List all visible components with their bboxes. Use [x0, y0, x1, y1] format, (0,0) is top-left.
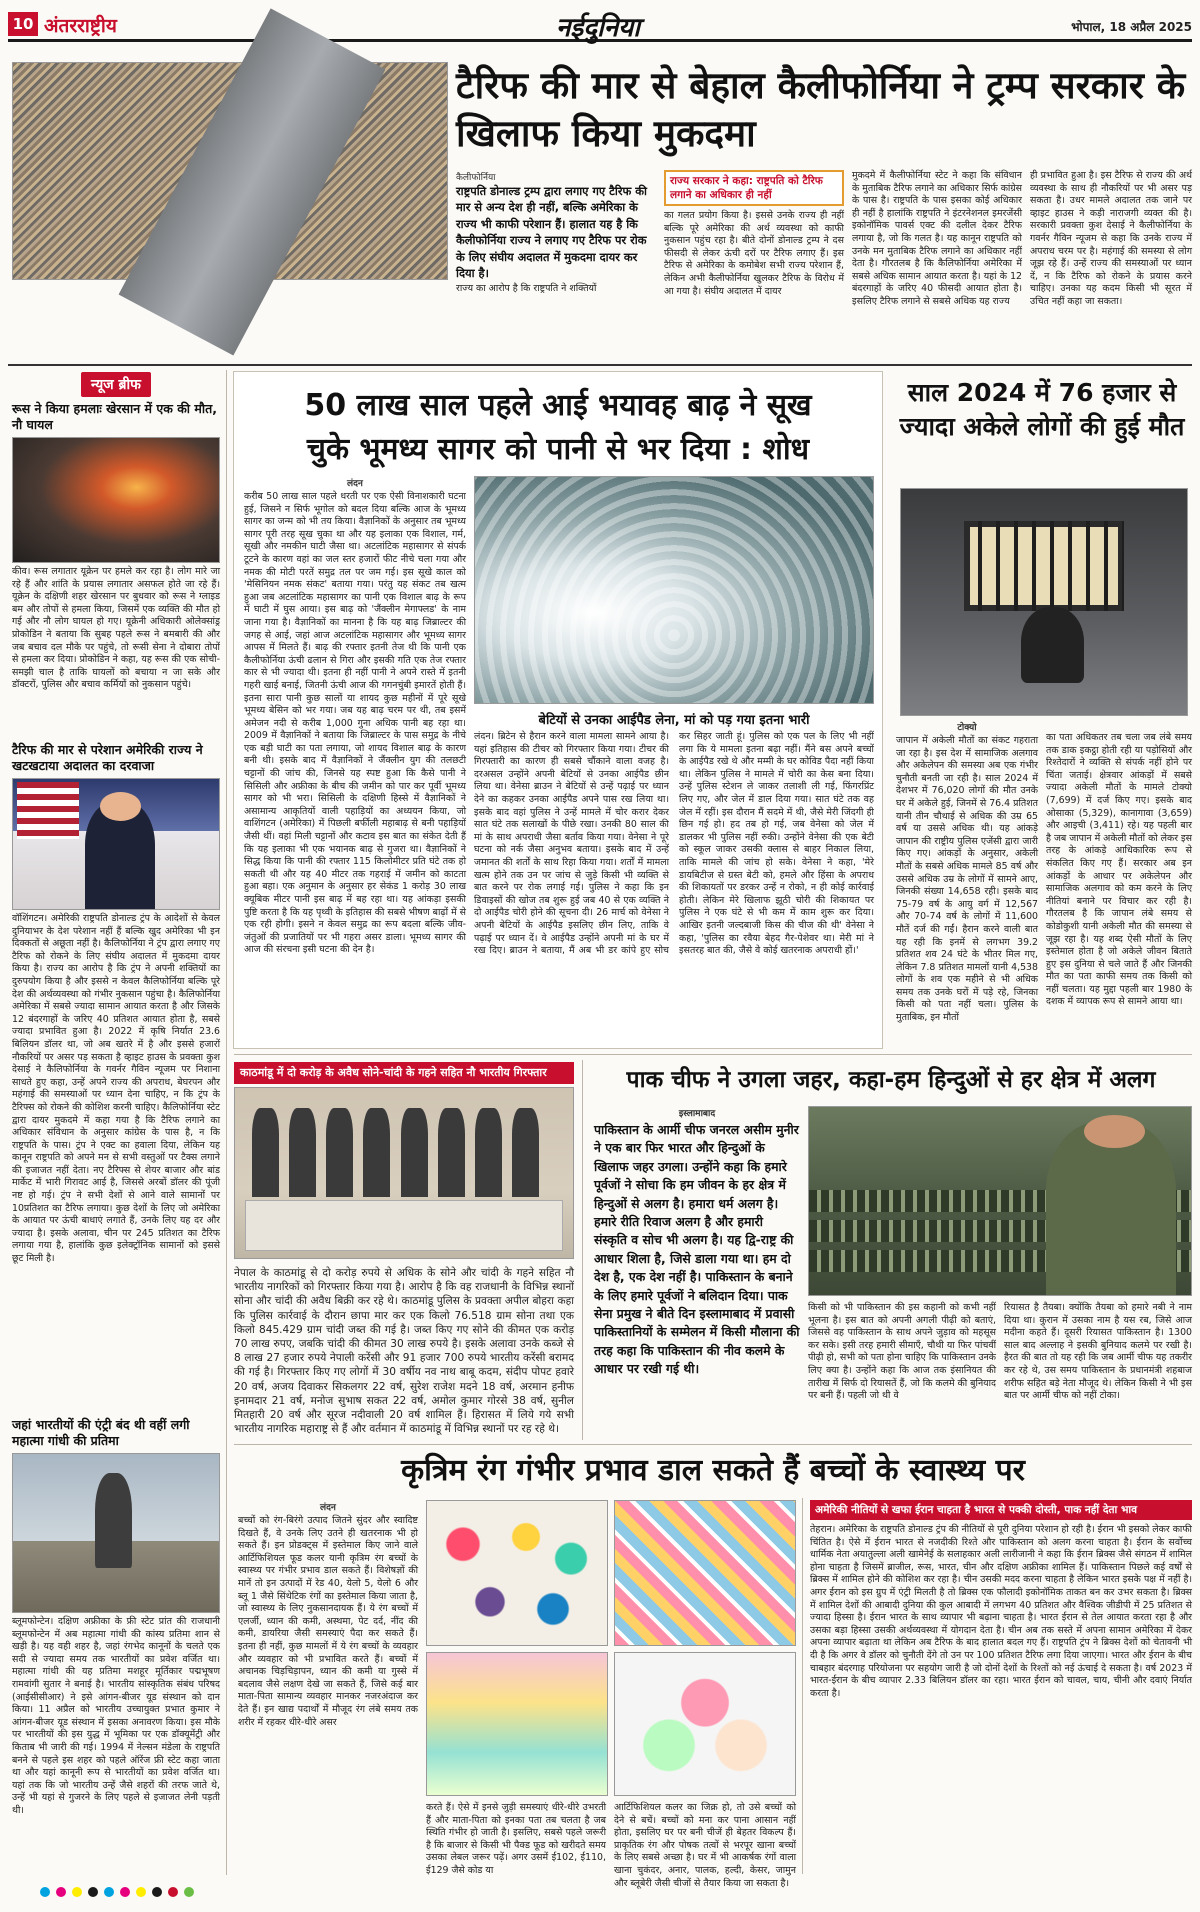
registration-dot — [72, 1887, 82, 1897]
colors-col1: बच्चों को रंग-बिरंगे उत्पाद जितने सुंदर और स्वादिष्ट दिखते हैं, वे उनके लिए उतने ही खतरनाक भी हो सकते हैं। इन प्रोडक्ट्स में इस्तेमाल किए जाने वाले आर्टिफिशियल फूड कलर यानी कृत्रिम रंग बच्चों के स्वास्थ्य पर गंभीर प्रभाव डाल सकते हैं। विशेषज्ञों की मानें तो इन उत्पादों में रेड 40, येलो 5, येलो 6 और ब्लू 1 जैसे सिंथेटिक रंगों का इस्तेमाल किया जाता है, जो स्वास्थ्य के लिए नुकसानदायक हैं। ये रंग बच्चों में एलर्जी, ध्यान की कमी, अस्थमा, पेट दर्द, नींद की कमी, डायरिया जैसी समस्याएं पैदा कर सकते हैं। इतना ही नहीं, कुछ मामलों में ये रंग बच्चों के व्यवहार और व्यवहार को भी प्रभावित करते हैं। बच्चों में अचानक चिड़चिड़ापन, ध्यान की कमी या गुस्से में बदलाव जैसे लक्षण देखे जा सकते हैं, जिसे कई बार माता-पिता सामान्य व्यवहार मानकर नजरअंदाज कर देते हैं। इन खाद्य पदार्थों में मौजूद रंग लंबे समय तक शरीर में रहकर धीरे-धीरे असर — [238, 1515, 418, 1728]
flood-headline-line1: 50 लाख साल पहले आई भयावह बाढ़ ने सूख — [304, 388, 812, 423]
lonely-col1: जापान में अकेली मौतों का संकट गहराता जा रहा है। इस देश में सामाजिक अलगाव और अकेलेपन की समस्या अब एक गंभीर चुनौती बनती जा रही है। साल 2024 में देशभर में 76,020 लोगों की मौत उनके घर में अकेले हुई, जिनमें से 76.4 प्रतिशत यानी तीन चौथाई से अधिक की उम्र 65 वर्ष या उससे अधिक थी। यह आंकड़े जापान की राष्ट्रीय पुलिस एजेंसी द्वारा जारी किए गए। आंकड़ों के अनुसार, अकेली मौतों के सबसे अधिक मामले 85 वर्ष और उससे अधिक उम्र के लोगों में सामने आए, जिनकी संख्या 14,658 रही। इसके बाद 75-79 वर्ष के आयु वर्ग में 12,567 और 70-74 वर्ष के लोगों में 11,600 मौतें दर्ज की गईं। हैरान करने वाली बात यह रही कि इनमें से लगभग 39.2 प्रतिशत शव 24 घंटे के भीतर मिल गए, लेकिन 7.8 प्रतिशत मामलों यानी 4,538 लोगों के शव एक महीने से भी अधिक समय तक उनके घरों में पड़े रहे, जिनका किसी को पता नहीं चला। पुलिस के मुताबिक, इन मौतों — [896, 735, 1038, 1024]
registration-dot — [56, 1887, 66, 1897]
iran-headline: अमेरिकी नीतियों से खफा ईरान चाहता है भारत से पक्की दोस्ती, पाक नहीं देता भाव — [810, 1500, 1192, 1520]
colors-col2: करते हैं। ऐसे में इनसे जुड़ी समस्याएं धीरे-धीरे उभरती हैं और माता-पिता को इनका पता तब चलता है जब स्थिति गंभीर हो जाती है। इसलिए, सबसे पहले जरूरी है कि बाजार से किसी भी पैक्ड फूड को खरीदते समय उसका लेबल जरूर पढ़ें। अगर उसमें ई102, ई110, ई129 जैसे कोड या — [426, 1802, 606, 1876]
lonely-col1-block — [896, 720, 1038, 1055]
layered-cake-photo — [426, 1652, 608, 1796]
russia-headline: रूस ने किया हमलाः खेरसान में एक की मौत, नौ घायल — [12, 401, 217, 432]
california-col1: का गलत प्रयोग किया है। इससे उनके राज्य ही नहीं बल्कि पूरे अमेरिका की अर्थ व्यवस्था को काफी नुकसान पहुंच रहा है। बीते दोनों डोनाल्ड ट्रम्प ने दस फीसदी से लेकर ऊंची दरों पर टैरिफ लगाए हैं। इस टैरिफ से अमेरिका के कमोबेश सभी राज्य परेशान हैं, लेकिन अभी कैलीफोर्निया खुलकर टैरिफ के विरोध में आ गया है। संघीय अदालत में दायर — [664, 210, 844, 297]
print-registration-strip — [0, 1884, 1200, 1900]
lonely-person-photo — [900, 488, 1188, 716]
kathmandu-divider — [582, 1060, 583, 1440]
iran-block — [810, 1500, 1192, 1874]
california-lead-tail: राज्य का आरोप है कि राष्ट्रपति ने शक्तियों — [456, 283, 597, 295]
ice-cream-photo — [614, 1652, 796, 1796]
pakistan-dateline: इस्लामाबाद — [678, 1109, 716, 1119]
registration-dot — [40, 1887, 50, 1897]
pakistan-headline: पाक चीफ ने उगला जहर, कहा-हम हिन्दुओं से हर क्षेत्र में अलग — [626, 1067, 1156, 1093]
california-col3: ही प्रभावित हुआ है। इस टैरिफ से राज्य की अर्थ व्यवस्था के साथ ही नौकरियों पर भी असर पड़ सकता है। उधर मामले अदालत तक जाने पर व्हाइट हाउस ने कड़ी नाराजगी व्यक्त की है। सरकारी प्रवक्ता कुश देसाई ने कैलीफोर्निया के गवर्नर गैविन न्यूजम से कहा कि उनके राज्य में अपराध चरम पर है। महंगाई की समस्या से लोग जूझ रहे हैं। उन्हें राज्य की समस्याओं पर ध्यान दें, न कि टैरिफ को रोकने के प्रयास करने चाहिए। उनका यह कदम किसी भी सूरत में उचित नहीं कहा जा सकता। — [1030, 170, 1192, 307]
lonely-headline: साल 2024 में 76 हजार से ज्यादा अकेले लोगों की हुई मौत — [899, 378, 1185, 441]
lonely-dateline: टोक्यो — [957, 723, 977, 733]
kathmandu-headline: काठमांडू में दो करोड़ के अवैध सोने-चांदी के गहने सहित नौ भारतीय गिरफ्तार — [234, 1062, 574, 1084]
crowd-protest-photo — [12, 62, 448, 280]
colors-headline: कृत्रिम रंग गंभीर प्रभाव डाल सकते हैं बच्चों के स्वास्थ्य पर — [401, 1453, 1025, 1488]
california-lead: राष्ट्रपति डोनाल्ड ट्रम्प द्वारा लगाए गए टैरिफ की मार से अन्य देश ही नहीं, बल्कि अमेरिका के राज्य भी काफी परेशान हैं। हालात यह है कि कैलीफोर्निया राज्य ने लगाए गए टैरिफ पर रोक के लिए संघीय अदालत में मुकदमा दायर कर दिया है। — [456, 184, 647, 281]
colors-col3: आर्टिफिशियल कलर का जिक्र हो, तो उसे बच्चों को देने से बचें। बच्चों को मना कर पाना आसान नहीं होता, इसलिए घर पर बनी चीजें ही बेहतर विकल्प हैं। प्राकृतिक रंग और पोषक तत्वों से भरपूर खाना बच्चों के लिए सबसे अच्छा है। घर में भी आकर्षक रंगों वाला खाना चुकंदर, अनार, पालक, हल्दी, केसर, जामुन और ब्लूबेरी जैसी चीजों से तैयार किया जा सकता है। — [614, 1802, 796, 1889]
registration-dot — [88, 1887, 98, 1897]
registration-dot — [104, 1887, 114, 1897]
brief-divider — [226, 370, 227, 1875]
daughters-body: लंदन। ब्रिटेन से हैरान करने वाला मामला सामने आया है। यहां इतिहास की टीचर को गिरफ्तार किया गया। टीचर की गिरफ्तारी का कारण ही सबसे चौंकाने वाला वजह है। दरअसल उन्होंने अपनी बेटियों से उनका आईपैड छीन लिया था। वेनेसा ब्राउन ने बेटियों से उन्हें पढ़ाई पर ध्यान देने का कहकर उनका आईपैड अपने पास रख लिया था। इसके बाद वहां पुलिस ने उन्हें मामले में चोर करार देकर सात घंटे तक सलाखों के पीछे रखा। उनकी 80 साल की मां के साथ अपराधी जैसा बर्ताव किया गया। वेनेसा ने पूरे घटना को नर्क जैसा अनुभव बताया। इसके बाद में उन्हें जमानत की शर्तों के साथ रिहा किया गया। शर्तों में मामला खत्म होने तक उन पर जांच से जुड़े किसी भी व्यक्ति से बात करने पर रोक लगाई गई। पुलिस ने कहा कि इन डिवाइसों की खोज तब शुरू हुई जब 40 से एक व्यक्ति ने दो आईपैड चोरी होने की सूचना दी। 26 मार्च को वेनेसा ने अपनी बेटियों के आईपैड इसलिए छीन लिए, ताकि वे पढ़ाई पर ध्यान दें। वे आईपैड उन्होंने अपनी मां के घर में रख दिए। ब्राउन ने बताया, मैं अब भी डर कांपे हुए सोच कर सिहर जाती हूं। पुलिस को एक पल के लिए भी नहीं लगा कि ये मामला इतना बढ़ा नहीं। मैंने बस अपने बच्चों के आईपैड रखे थे और मम्मी के घर कोविड पैदा नहीं किया था। लेकिन पुलिस ने मामले में चोरी का केस बना दिया। उन्हें पुलिस स्टेशन ले जाकर तलाशी ली गई, फिंगरप्रिंट लिए गए, और जेल में डाल दिया गया। सात घंटे तक वह जेल में रहीं। इस दौरान मैं सदमे में थी, जैसे मेरी जिंदगी ही छिन गई हो। हद तब हो गई, जब वेनेसा को जेल में डालकर भी पुलिस नहीं रुकी। उन्होंने वेनेसा की एक बेटी को स्कूल जाकर उसकी क्लास से बाहर निकाल लिया, ताकि मामले की जांच हो सके। वेनेसा ने कहा, 'मेरे डायबिटीज से ग्रस्त बेटी को, हमले और हिंसा के अपराध की शिकायतों पर डरकर उन्हें न रोको, न ही कोई कार्रवाई होती। लेकिन मेरे खिलाफ झूठी चोरी की शिकायत पर पुलिस ने एक घंटे से भी कम में काम शुरू कर दिया। आखिर इतनी जल्दबाजी किस की चीज की थी' वेनेसा ने कहा, 'पुलिस का रवैया बेहद गैर-पेशेवर था। मेरी मां ने इसतरह बात की, जैसे वे कोई खतरनाक अपराधी हों।' — [474, 731, 874, 957]
registration-dot — [152, 1887, 162, 1897]
section-name: अंतरराष्ट्रीय — [44, 15, 117, 37]
lower-divider — [234, 1444, 1192, 1445]
masthead: नईदुनिया — [556, 13, 640, 43]
california-col2: मुकदमे में कैलीफोर्निया स्टेट ने कहा कि संविधान के मुताबिक टैरिफ लगाने का अधिकार सिर्फ कांग्रेस के पास है। राष्ट्रपति के पास इसका कोई अधिकार ही नहीं है हालांकि राष्ट्रपति ने इंटरनेशनल इमरजेंसी इकोनॉमिक पावर्स एक्ट की दलील देकर टैरिफ लगाया है, जो कि गलत है। यह कानून राष्ट्रपति को उनके मन मुताबिक टैरिफ लगाने का अधिकार नहीं देता है। गौरतलब है कि कैलिफोर्निया अमेरिका में सबसे अधिक सामान आयात करता है। यहां के 12 बंदरगाहों के जरिए 40 फीसदी आयात होता है। इसलिए टैरिफ लगाने से सबसे अधिक यह राज्य — [852, 170, 1022, 307]
gandhi-statue-photo — [12, 1453, 220, 1613]
flood-col1-block — [244, 476, 466, 1039]
arrested-men-photo — [234, 1087, 574, 1259]
trump-photo — [12, 778, 220, 910]
registration-dot — [136, 1887, 146, 1897]
registration-dot — [120, 1887, 130, 1897]
page-header — [8, 8, 1192, 42]
california-headline: टैरिफ की मार से बेहाल कैलीफोर्निया ने ट्रम्प सरकार के खिलाफ किया मुकदमा — [456, 64, 1186, 155]
russia-body: कीव। रूस लगातार यूक्रेन पर हमले कर रहा है। लोग मारे जा रहे हैं और शांति के प्रयास लगातार असफल होते जा रहे हैं। यूक्रेन के दक्षिणी शहर खेरसान पर बुधवार को रूस ने ग्लाइड बम और तोपों से हमला किया, जिसमें एक व्यक्ति की मौत हो गई और नौ लोग घायल हो गए। यूक्रेनी अधिकारी ओलेक्सांड्र प्रोकोडिन ने बताया कि सुबह पहले रूस ने बमबारी की और जब बचाव दल मौके पर पहुंचे, तो रूसी सेना ने दोबारा तोपों से हमला कर दिया। प्रोकोडिन ने कहा, यह रूस की एक सोची-समझी चाल है ताकि घायलों को बचाया न जा सके और डॉक्टरों, पुलिस और बचाव कर्मियों को नुकसान पहुंचे। — [12, 566, 220, 691]
kathmandu-block — [234, 1062, 574, 1259]
iran-body: तेहरान। अमेरिका के राष्ट्रपति डोनाल्ड ट्रंप की नीतियों से पूरी दुनिया परेशान हो रही है। ईरान भी इसको लेकर काफी चिंतित है। ऐसे में ईरान भारत से नजदीकी रिश्ते और पाकिस्तान को अलग करना चाहता है। ईरान के सर्वोच्च धार्मिक नेता अयातुल्ला अली खामेनेई के सलाहकार अली लारीजानी ने कहा कि ईरान ब्रिक्स जैसे संगठन में शामिल होना चाहता है जिसमें ब्राजील, रूस, भारत, चीन और दक्षिण अफ्रीका शामिल हैं। पाकिस्तान पिछले कई वर्षों से ब्रिक्स में शामिल होने की कोशिश कर रहा है। चीन उसकी मदद करना चाहता है लेकिन भारत इसके पक्ष में नहीं है। अगर ईरान को इस ग्रुप में एंट्री मिलती है तो ब्रिक्स एक फौलादी इकोनॉमिक ताकत बन कर उभर सकता है। ब्रिक्स में शामिल देशों की आबादी दुनिया की कुल आबादी में लगभग 40 प्रतिशत और वैश्विक जीडीपी में 25 प्रतिशत से ज्यादा हिस्सा है। ईरान भारत के साथ व्यापार भी बढ़ाना चाहता है। भारत ईरान से तेल आयात करता रहा है और उसका बड़ा हिस्सा उसकी अर्थव्यवस्था में योगदान देता है। चीन अब तक सस्ते में अपना सामान अमेरिका में देकर अपना व्यापार बढ़ाता था लेकिन अब टैरिफ के बाद हालात बदल गए हैं। राष्ट्रपति ट्रंप ने ब्रिक्स देशों को चेतावनी भी दी है कि अगर वे डॉलर को चुनौती देंगे तो उन पर 100 प्रतिशत टैरिफ लगा दिया जाएगा। भारत और ईरान के बीच चाबहार बंदरगाह परियोजना पर सहयोग जारी है जो दोनों देशों के रिश्तों को नई ऊंचाई दे सकता है। वर्ष 2023 में भारत-ईरान के बीच व्यापार 2.33 बिलियन डॉलर का रहा। भारत ईरान को चावल, चाय, चीनी और दवाएं निर्यात करता है। — [810, 1524, 1192, 1699]
registration-dot — [184, 1887, 194, 1897]
colors-dateline: लंदन — [320, 1503, 336, 1513]
flood-dateline: लंदन — [347, 479, 363, 489]
kathmandu-body: नेपाल के काठमांडू से दो करोड़ रुपये से अधिक के सोने और चांदी के गहने सहित नौ भारतीय नागरिकों को गिरफ्तार किया गया है। आरोप है कि वह राजधानी के विभिन्न स्थानों सोना और चांदी की अवैध बिक्री कर रहे थे। काठमांडू पुलिस के प्रवक्ता अपील बोहरा कहा कि पुलिस कार्रवाई के दौरान छापा मार कर एक किलो 76.518 ग्राम सोना तथा एक किलो 845.429 ग्राम चांदी जब्त की गई है। जब्त किए गए सोने की कीमत एक करोड़ 70 लाख रुपए, जबकि चांदी की कीमत 30 लाख रुपये है। इसके अलावा उनके कब्जे से 8 लाख 27 हजार रुपये नेपाली करेंसी और 91 हजार 700 रुपये भारतीय करेंसी बरामद की गई है। गिरफ्तार किए गए लोगों में 30 वर्षीय नव नाथ बाबू कदम, संदीप पोपट हवारे 20 वर्ष, अजय दिवाकर सिकलगर 22 वर्ष, सुरेश राजेश मदने 18 वर्ष, अरमान हनीफ इनामदार 21 वर्ष, मनोज सुभाष सकत 22 वर्ष, अमोल कुमार गोरसे 38 वर्ष, सुनील मितहारी 20 वर्ष और सूरज नदीवाली 20 वर्ष शामिल हैं। हिरासत में लिये गये सभी भारतीय नागरिक महाराष्ट्र से हैं और वर्तमान में काठमांडू में विभिन्न स्थानों पर रह रहे थे। — [234, 1267, 574, 1436]
top-divider — [8, 364, 1192, 366]
california-dateline: कैलीफोर्निया — [456, 173, 496, 183]
flood-headline-line2: चुके भूमध्य सागर को पानी से भर दिया : शोध — [306, 432, 810, 467]
striped-sweets-photo — [614, 1500, 796, 1646]
pakistan-lead: पाकिस्तान के आर्मी चीफ जनरल असीम मुनीर ने एक बार फिर भारत और हिन्दुओं के खिलाफ जहर उगला। उन्होंने कहा कि हमारे पूर्वजों ने सोचा कि हम जीवन के हर क्षेत्र में हिन्दुओं से अलग है। हमारा धर्म अलग है। हमारे रीति रिवाज अलग है और हमारी संस्कृति व सोच भी अलग है। यह द्वि-राष्ट्र की आधार शिला है, जिसे डाला गया था। हम दो देश है, एक देश नहीं है। पाकिस्तान के बनाने के लिए हमारे पूर्वजों ने बलिदान दिया। पाक सेना प्रमुख ने बीते दिन इस्लामाबाद में प्रवासी पाकिस्तानियों के सम्मेलन में किसी मौलाना की तरह कहा कि पाकिस्तान की नीव कलमे के आधार पर रखी गई थी। — [594, 1122, 800, 1377]
daughters-headline: बेटियों से उनका आईपैड लेना, मां को पड़ गया इतना भारी — [538, 713, 810, 728]
lonely-col2: का पता अधिकतर तब चला जब लंबे समय तक डाक इकट्ठा होती रही या पड़ोसियों और रिश्तेदारों ने व्यक्ति से संपर्क नहीं होने पर चिंता जताई। क्षेत्रवार आंकड़ों में सबसे ज्यादा अकेली मौतों के मामले टोक्यो (7,699) में दर्ज किए गए। इसके बाद ओसाका (5,329), कानागावा (3,659) और आइची (3,411) रहे। यह पहली बार है जब जापान में अकेली मौतों को लेकर इस तरह के आंकड़े आधिकारिक रूप से संकलित किए गए हैं। सरकार अब इन आंकड़ों के आधार पर अकेलेपन और सामाजिक अलगाव को कम करने के लिए नीतियां बनाने पर विचार कर रही है। गौरतलब है कि जापान लंबे समय से कोडोकुशी यानी अकेली मौत की समस्या से जूझ रहा है। यह शब्द ऐसी मौतों के लिए इस्तेमाल होता है जो अकेले जीवन बिताते हुए इस दुनिया से चले जाते हैं और जिनकी मौत का पता काफी समय तक किसी को नहीं चलता। यह मुद्दा पहली बार 1980 के दशक में व्यापक रूप से सामने आया था। — [1046, 732, 1192, 1008]
registration-dot — [168, 1887, 178, 1897]
page-number: 10 — [8, 12, 38, 36]
kherson-fire-photo — [12, 437, 220, 563]
gandhi-body: ब्लूमफोन्टेन। दक्षिण अफ्रीका के फ्री स्टेट प्रांत की राजधानी ब्लूमफोन्टेन में अब महात्मा गांधी की कांस्य प्रतिमा शान से खड़ी है। यह वही शहर है, जहां रंगभेद कानूनों के चलते एक सदी से ज्यादा समय तक भारतीयों का प्रवेश वर्जित था। महात्मा गांधी की यह प्रतिमा मशहूर मूर्तिकार पद्मभूषण रामवांगी सुतार ने बनाई है। भारतीय सांस्कृतिक संबंध परिषद (आईसीसीआर) ने इसे आंगन-बीजर यूड संस्थान को दान किया। 11 अप्रैल को भारतीय उच्चायुक्त प्रभात कुमार ने आंगन-बीजर यूड संस्थान में इसका अनावरण किया। इस मौके पर भारतीयों की इस युद्ध में भूमिका पर एक डॉक्यूमेंट्री और किताब भी जारी की गई। 1994 में नेल्सन मंडेला के राष्ट्रपति बनने से पहले इस शहर को पहले ऑरेंज फ्री स्टेट कहा जाता था और यहां कानूनी रूप से भारतीयों का प्रवेश वर्जित था। यहां तक कि जो भारतीय उन्हें जैसे शहरों की तरफ जाते थे, उन्हें भी यहां से गुजरने के लिए पहले से इजाजत लेनी पड़ती थी। — [12, 1616, 220, 1816]
california-lead-block — [456, 170, 656, 296]
iran-divider — [802, 1498, 803, 1874]
pakistan-army-photo — [808, 1106, 1192, 1296]
california-col1-block — [664, 170, 844, 298]
pakistan-col1: किसी को भी पाकिस्तान की इस कहानी को कभी नहीं भूलना है। इस बात को अपनी अगली पीढ़ी को बताएं, जिससे वह पाकिस्तान के साथ अपने जुड़ाव को महसूस कर सके। इसी तरह हमारी सीमाएँ, चौथी या फिर पांचवीं पीढ़ी हो, सभी को पता होना चाहिए कि पाकिस्तान उनके लिए क्या है। उन्होंने कहा कि आज तक इंसानियत की तारीख में सिर्फ दो रियासतें हैं, जो कि कलमे की बुनियाद पर बनी हैं। पहली जो थी वे — [808, 1302, 996, 1402]
edition-date: भोपाल, 18 अप्रैल 2025 — [1071, 20, 1192, 34]
pakistan-col2: रियासत है तैयबा। क्योंकि तैयबा को हमारे नबी ने नाम दिया था। कुरान में उसका नाम है यस रब, जिसे आज मदीना कहते हैं। दूसरी रियासत पाकिस्तान है। 1300 साल बाद अल्लाह ने इसकी बुनियाद कलमे पर रखी है। हैरत की बात तो यह रही कि जब आर्मी चीफ यह तकरीर कर रहे थे, उस समय पाकिस्तान के प्रधानमंत्री शहबाज शरीफ सहित बड़े नेता मौजूद थे। लेकिन किसी ने भी इस बात पर आर्मी चीफ को नहीं टोका। — [1004, 1302, 1192, 1402]
gandhi-headline: जहां भारतीयों की एंट्री बंद थी वहीं लगी महात्मा गांधी की प्रतिमा — [12, 1417, 190, 1448]
news-brief-tag: न्यूज ब्रीफ — [81, 372, 151, 397]
flood-waves-photo — [474, 476, 874, 704]
california-subhead: राज्य सरकार ने कहा: राष्ट्रपति को टैरिफ लगाने का अधिकार ही नहीं — [664, 170, 844, 206]
tariff-state-body: वॉशिंगटन। अमेरिकी राष्ट्रपति डोनाल्ड ट्रंप के आदेशों से केवल दुनियाभर के देश परेशान नहीं हैं बल्कि खुद अमेरिका भी इन दिक्कतों से अछूता नहीं है। कैलिफोर्निया ने ट्रंप द्वारा लगाए गए टैरिफ को रोकने के लिए संघीय अदालत में मुकदमा दायर किया है। राज्य का आरोप है कि ट्रंप ने अपनी शक्तियों का दुरुपयोग किया है और इससे न केवल कैलिफोर्निया बल्कि पूरे देश की अर्थव्यवस्था को गंभीर नुकसान पहुंचा है। कैलिफोर्निया अमेरिका में सबसे ज्यादा सामान आयात करता है और जिसके 12 बंदरगाहों के जरिए 40 प्रतिशत आयात होता है, सबसे ज्यादा प्रभावित हुआ है। 2022 में कृषि निर्यात 23.6 बिलियन डॉलर था, जो अब खतरे में है और इससे हजारों नौकरियों पर असर पड़ सकता है व्हाइट हाउस के प्रवक्ता कुश देसाई ने कैलिफोर्निया के गवर्नर गैविन न्यूजम पर निशाना साधते हुए कहा, उन्हें अपने राज्य की अपराध, बेघरपन और महंगाई की समस्याओं पर ध्यान देना चाहिए, न कि ट्रंप के टैरिफ्स को रोकने की कोशिश करनी चाहिए। कैलिफोर्निया स्टेट द्वारा दायर मुकदमे में कहा गया है कि टैरिफ लगाने का अधिकार संविधान के अनुसार कांग्रेस के पास है, न कि राष्ट्रपति के पास। ट्रंप ने एक्ट का हवाला दिया, लेकिन यह कानून राष्ट्रपति को अपने मन से सभी वस्तुओं पर टैक्स लगाने की इजाजत नहीं देता। नए टैरिफ्स से शेयर बाजार और बांड मार्केट में भारी गिरावट आई है, जिससे अरबों डॉलर की पूंजी नष्ट हो गई। ट्रंप ने सभी देशों से आने वाले सामानों पर 10प्रतिशत का टैरिफ लगाया। कुछ देशों के लिए जो अमेरिका के आयात पर ऊंची बाधाएं लगाते हैं, उनके लिए यह दर और ज्यादा है। इसके अलावा, चीन पर 245 प्रतिशत का टैरिफ लगाया गया है, हालांकि कुछ इलेक्ट्रॉनिक सामानों को इससे छूट मिली है। — [12, 913, 220, 1265]
tariff-state-headline: टैरिफ की मार से परेशान अमेरिकी राज्य ने खटखटाया अदालत का दरवाजा — [12, 742, 203, 773]
daughters-block — [474, 710, 874, 1001]
colors-photo-grid — [426, 1500, 796, 1796]
pakistan-lead-block — [594, 1106, 800, 1435]
flood-body: करीब 50 लाख साल पहले धरती पर एक ऐसी विनाशकारी घटना हुई, जिसने न सिर्फ भूगोल को बदल दिया बल्कि आज के भूमध्य सागर का जन्म को भी तय किया। वैज्ञानिकों के अनुसार तब भूमध्य सागर पूरी तरह सूख चुका था और यह इलाका एक विशाल, गर्म, सूखी और नमकीन घाटी जैसा था। अटलांटिक महासागर से संपर्क टूटने के कारण वहां का जल स्तर हजारों फीट नीचे चला गया और नमक की मोटी परतें समुद्र तल पर जम गई। इस सूखे काल को 'मेसिनियन नमक संकट' बताया गया। परंतु यह संकट तब खत्म हुआ जब अटलांटिक महासागर का पानी एक विशाल बाढ़ के रूप में घाटी में घुस आया। इस बाढ़ को 'जैंक्लीन मेगाफ्लड' के नाम जाना गया है। वैज्ञानिकों का मानना है कि यह बाढ़ जिब्राल्टर की जगह से आई, जहां आज अटलांटिक महासागर और भूमध्य सागर आपस में मिलते हैं। बाढ़ की रफ्तार इतनी तेज थी कि पानी एक कैलीफोर्निया ऊंची ढलान से गिरा और इसकी गति एक तेज रफ्तार कार से भी ज्यादा थी। इतना ही नहीं पानी ने अपने रास्ते में इतनी गहरी खाई बनाई, जितनी ऊंची आज की गगनचुंबी इमारतें होती हैं। इतना सारा पानी कुछ सालों या शायद कुछ महीनों में पूरे सूखे भूमध्य बेसिन को भर गया। जब यह बाढ़ चरम पर थी, तब इसमें अमेजन नदी से करीब 1,000 गुना अधिक पानी बह रहा था। 2009 में वैज्ञानिकों ने बताया कि जिब्राल्टर के पास समुद्र के नीचे एक बड़ी घाटी का पता लगाया, जो शायद विशाल बाढ़ के कारण बनी थी। इसके बाद में वैज्ञानिकों ने जैंक्लीन युग की तलछटी चट्टानों की जांच की, जिनसे यह स्पष्ट हुआ कि कैसे पानी ने सिसिली और अफ्रीका के बीच की जमीन को पार कर पूर्वी भूमध्य सागर को भी भरा। सिसिली के दक्षिणी हिस्से में वैज्ञानिकों ने असामान्य आकृतियों वाली पहाड़ियों का अध्ययन किया, जो वाशिंगटन (अमेरिका) में पिछली बर्फीली महाबाढ़ से बनी पहाड़ियों जैसी थीं। वहां मिली चट्टानों और कटाव इस बात का संकेत देती हैं कि यह इलाका भी एक भयानक बाढ़ से गुजरा था। वैज्ञानिकों ने सिद्ध किया कि पानी की रफ्तार 115 किलोमीटर प्रति घंटे तक हो सकती थी और यह 40 मीटर तक गहराई में जमीन को काटता हुआ बहा। एक अनुमान के अनुसार हर सेकंड 1 करोड़ 30 लाख क्यूबिक मीटर पानी इस बाढ़ में बह रहा था। यह आंकड़ा इसकी पुष्टि करता है कि यह पृथ्वी के इतिहास की सबसे भीषण बाढ़ों में से एक रही होगी। इसने न केवल समुद्र का रूप बदला बल्कि जीव-जंतुओं की प्रजातियों पर भी गहरा असर डाला। भूमध्य सागर की आज की संरचना इसी घटना की देन है। — [244, 491, 467, 956]
colorful-candies-photo — [426, 1500, 608, 1646]
flood-headline — [244, 384, 872, 472]
colors-col1-block — [238, 1500, 418, 1877]
mid-divider — [234, 1054, 1192, 1055]
news-brief-column — [12, 372, 220, 1912]
